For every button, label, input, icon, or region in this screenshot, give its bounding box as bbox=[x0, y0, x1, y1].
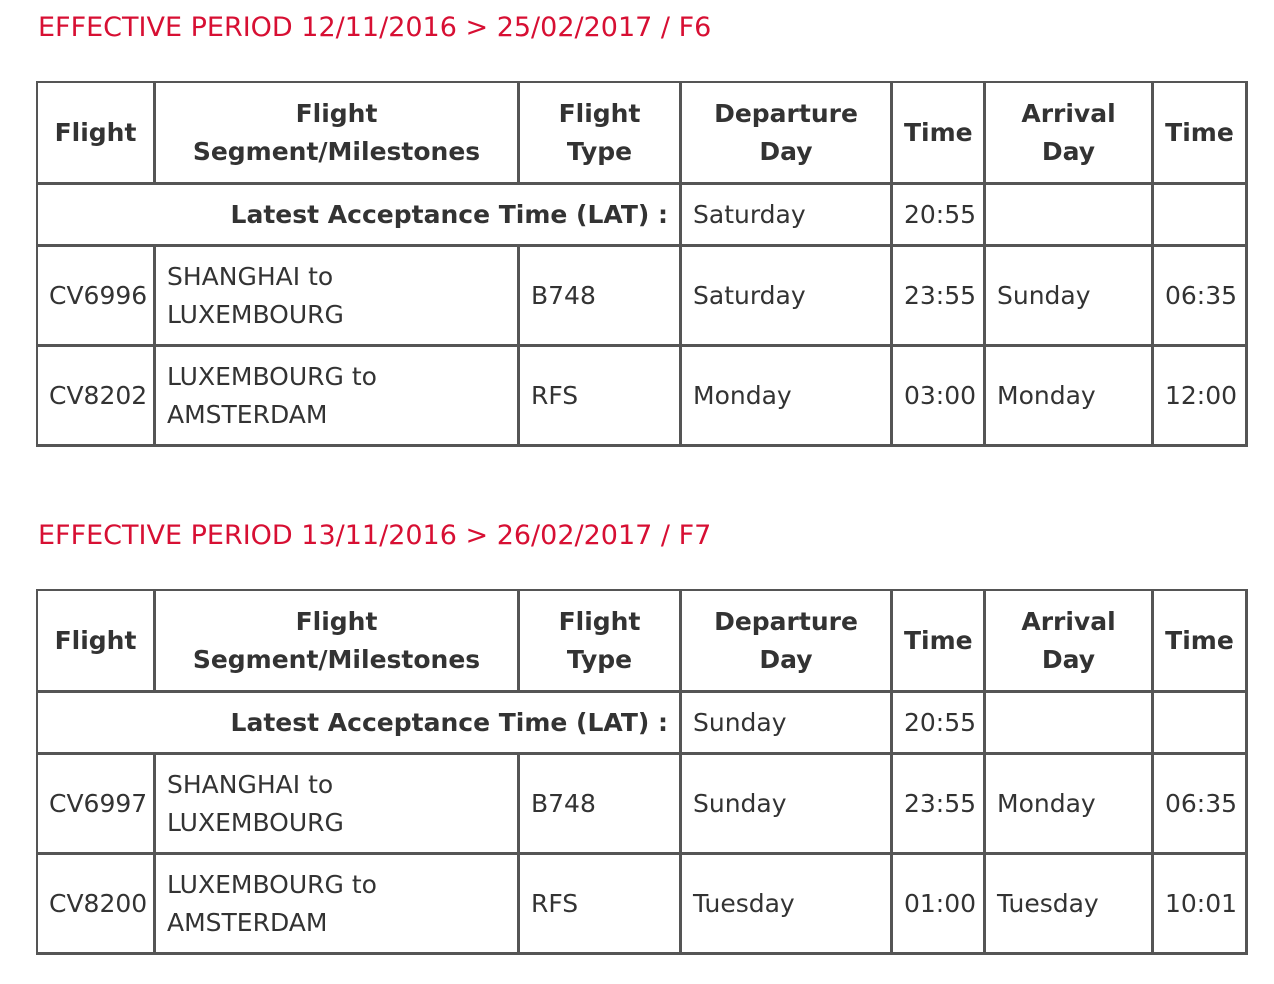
flight-number: CV8202 bbox=[38, 347, 156, 447]
flight-type: RFS bbox=[520, 347, 682, 447]
empty-cell bbox=[986, 693, 1154, 755]
flight-segment: LUXEMBOURG to AMSTERDAM bbox=[156, 855, 520, 955]
table-row bbox=[38, 247, 1248, 347]
header-arrival-day: Arrival Day bbox=[986, 591, 1154, 693]
header-departure-time: Time bbox=[893, 83, 986, 185]
departure-day: Sunday bbox=[682, 755, 893, 855]
header-departure-time: Time bbox=[893, 591, 986, 693]
empty-cell bbox=[1154, 185, 1248, 247]
flight-type: B748 bbox=[520, 247, 682, 347]
lat-row bbox=[38, 693, 1248, 755]
arrival-time: 06:35 bbox=[1154, 247, 1248, 347]
lat-time: 20:55 bbox=[893, 693, 986, 755]
departure-time: 01:00 bbox=[893, 855, 986, 955]
lat-label: Latest Acceptance Time (LAT) : bbox=[38, 693, 682, 755]
flight-segment: SHANGHAI to LUXEMBOURG bbox=[156, 247, 520, 347]
header-flight: Flight bbox=[38, 83, 156, 185]
arrival-day: Sunday bbox=[986, 247, 1154, 347]
flight-type: RFS bbox=[520, 855, 682, 955]
table-row bbox=[38, 755, 1248, 855]
lat-time: 20:55 bbox=[893, 185, 986, 247]
flight-number: CV6997 bbox=[38, 755, 156, 855]
header-arrival-time: Time bbox=[1154, 591, 1248, 693]
header-flight-type: Flight Type bbox=[520, 591, 682, 693]
flight-number: CV8200 bbox=[38, 855, 156, 955]
flight-type: B748 bbox=[520, 755, 682, 855]
flight-number: CV6996 bbox=[38, 247, 156, 347]
effective-period-title: EFFECTIVE PERIOD 12/11/2016 > 25/02/2017 / F6 bbox=[38, 12, 712, 43]
table-row bbox=[38, 347, 1248, 447]
arrival-time: 12:00 bbox=[1154, 347, 1248, 447]
flight-segment: SHANGHAI to LUXEMBOURG bbox=[156, 755, 520, 855]
departure-time: 23:55 bbox=[893, 247, 986, 347]
table-header-row bbox=[38, 83, 1248, 185]
table-row bbox=[38, 855, 1248, 955]
header-flight: Flight bbox=[38, 591, 156, 693]
lat-day: Saturday bbox=[682, 185, 893, 247]
departure-time: 23:55 bbox=[893, 755, 986, 855]
flight-segment: LUXEMBOURG to AMSTERDAM bbox=[156, 347, 520, 447]
arrival-day: Tuesday bbox=[986, 855, 1154, 955]
departure-time: 03:00 bbox=[893, 347, 986, 447]
effective-period-title: EFFECTIVE PERIOD 13/11/2016 > 26/02/2017 / F7 bbox=[38, 520, 712, 551]
departure-day: Saturday bbox=[682, 247, 893, 347]
header-flight-type: Flight Type bbox=[520, 83, 682, 185]
empty-cell bbox=[986, 185, 1154, 247]
lat-day: Sunday bbox=[682, 693, 893, 755]
header-departure-day: Departure Day bbox=[682, 591, 893, 693]
empty-cell bbox=[1154, 693, 1248, 755]
header-departure-day: Departure Day bbox=[682, 83, 893, 185]
lat-label: Latest Acceptance Time (LAT) : bbox=[38, 185, 682, 247]
arrival-day: Monday bbox=[986, 755, 1154, 855]
arrival-time: 10:01 bbox=[1154, 855, 1248, 955]
schedule-table bbox=[36, 81, 1248, 447]
arrival-day: Monday bbox=[986, 347, 1154, 447]
lat-row bbox=[38, 185, 1248, 247]
departure-day: Tuesday bbox=[682, 855, 893, 955]
header-flight-segment: Flight Segment/Milestones bbox=[156, 83, 520, 185]
header-arrival-day: Arrival Day bbox=[986, 83, 1154, 185]
table-header-row bbox=[38, 591, 1248, 693]
header-flight-segment: Flight Segment/Milestones bbox=[156, 591, 520, 693]
arrival-time: 06:35 bbox=[1154, 755, 1248, 855]
departure-day: Monday bbox=[682, 347, 893, 447]
header-arrival-time: Time bbox=[1154, 83, 1248, 185]
schedule-table bbox=[36, 589, 1248, 955]
